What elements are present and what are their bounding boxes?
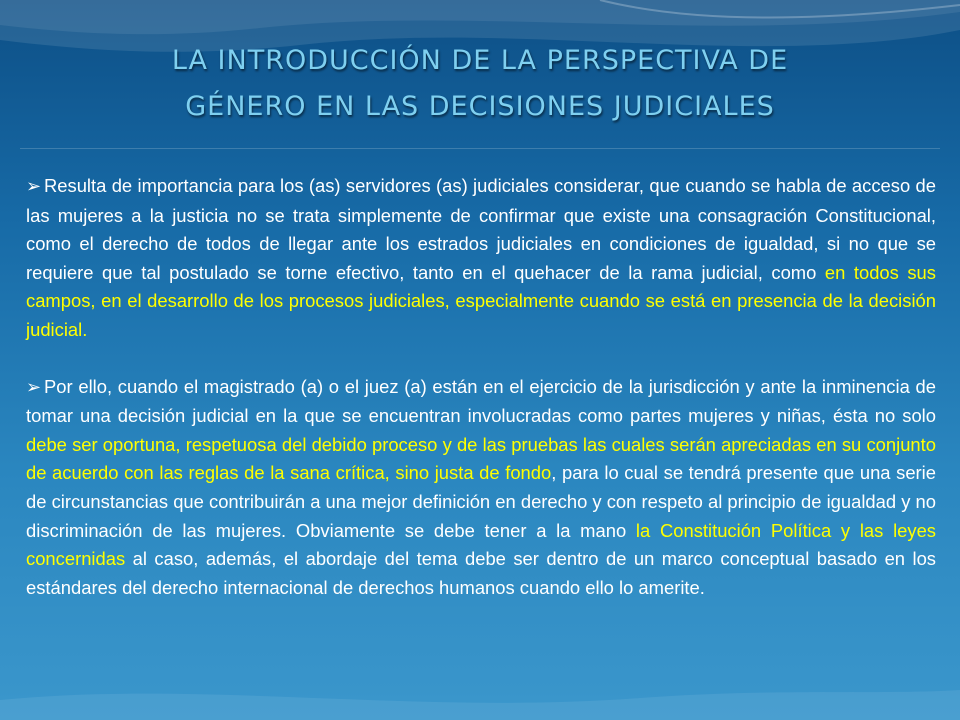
paragraph-1-highlight: en todos sus campos, en el desarrollo de los procesos judiciales, especialmente cuando se está en presencia de la decisión judicial bbox=[26, 261, 936, 340]
arrow-bullet-icon: ➢ bbox=[26, 176, 42, 197]
paragraph-2-highlight-1: debe ser oportuna, respetuosa del debido proceso y de las pruebas las cuales serán apreciadas en su conjunto de acuerdo con las reglas de la sana crítica, sino justa de fondo bbox=[26, 433, 936, 484]
paragraph-2-highlight-2: la Constitución Política y las leyes concernidas bbox=[26, 519, 937, 570]
paragraph-2 bbox=[26, 373, 936, 603]
decorative-wave-bottom bbox=[0, 660, 960, 720]
paragraph-1 bbox=[26, 172, 936, 345]
title-line-2: GÉNERO EN LAS DECISIONES JUDICIALES bbox=[185, 91, 775, 122]
paragraph-1-seg-2: . bbox=[82, 318, 88, 340]
slide-title bbox=[60, 38, 900, 130]
paragraph-1-seg-0: Resulta de importancia para los (as) servidores (as) judiciales considerar, que cuando se habla de acceso de las mujeres a la justicia no se trata simplemente de confirmar que existe una consagración Constitucional, como el derecho de todos de llegar ante los estrados judiciales en condiciones de igualdad, si no que se requiere que tal postulado se torne efectivo, tanto en el quehacer de la rama judicial, como bbox=[26, 175, 936, 283]
paragraph-2-seg-4: al caso, además, el abordaje del tema debe ser dentro de un marco conceptual basado en los estándares del derecho internacional de derechos humanos cuando ello lo amerite. bbox=[26, 548, 936, 598]
title-divider bbox=[20, 148, 940, 149]
title-line-1: LA INTRODUCCIÓN DE LA PERSPECTIVA DE bbox=[171, 45, 789, 76]
slide-body bbox=[26, 172, 936, 630]
paragraph-2-seg-2: , para lo cual se tendrá presente que una serie de circunstancias que contribuirán a una mejor definición en derecho y con respeto al principio de igualdad y no discriminación de las mujeres. Obviamente se debe tener a la mano bbox=[26, 462, 936, 541]
paragraph-2-seg-0: Por ello, cuando el magistrado (a) o el juez (a) están en el ejercicio de la jurisdicción y ante la inminencia de tomar una decisión judicial en la que se encuentran involucradas como partes mujeres y niñas, ésta no solo bbox=[26, 375, 936, 427]
arrow-bullet-icon: ➢ bbox=[26, 376, 42, 398]
